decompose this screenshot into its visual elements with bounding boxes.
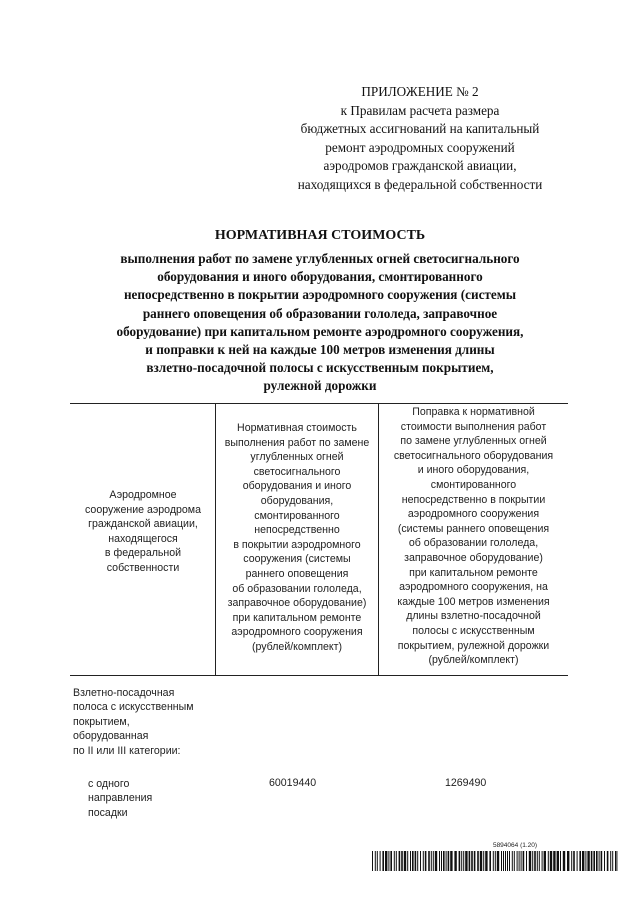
- header-line: (рублей/комплект): [428, 654, 519, 667]
- subtitle-line: рулежной дорожки: [263, 378, 377, 394]
- header-line: при капитальном ремонте: [409, 566, 538, 579]
- barcode: [372, 842, 618, 850]
- barcode-image: [372, 851, 618, 871]
- subtitle-line: раннего оповещения об образовании гололеда, заправочное: [142, 305, 498, 321]
- header-line: Нормативная стоимость: [237, 422, 357, 434]
- header-line: оборудования и иного: [242, 480, 352, 493]
- header-line: сооружения (системы: [243, 553, 351, 566]
- header-line: об образовании гололеда,: [408, 537, 539, 550]
- row-label-line: направления: [88, 792, 153, 805]
- header-line: гражданской авиации,: [88, 518, 198, 531]
- table-header-bottom-border: [70, 675, 568, 676]
- header-line: (рублей/комплект): [251, 640, 343, 653]
- subtitle-line: оборудования и иного оборудования, смонтированного: [157, 269, 483, 285]
- table-cell-correction: 1269490: [445, 777, 487, 789]
- subtitle-line: оборудование) при капитальном ремонте аэродромного сооружения,: [116, 323, 524, 339]
- table-row-label: [88, 777, 152, 820]
- appendix-line: аэродромов гражданской авиации,: [323, 158, 517, 174]
- header-line: при капитальном ремонте: [232, 611, 362, 624]
- subtitle-line: непосредственно в покрытии аэродромного сооружения (системы: [123, 287, 517, 303]
- header-line: смонтированного: [430, 478, 517, 491]
- header-line: оборудования,: [260, 494, 334, 507]
- header-line: в покрытии аэродромного: [233, 538, 361, 551]
- group-label-line: оборудованная: [73, 730, 149, 743]
- row-label-line: посадки: [88, 806, 128, 819]
- header-line: заправочное оборудование): [227, 597, 367, 610]
- header-line: длины взлетно-посадочной: [406, 610, 541, 623]
- header-line: аэродромного сооружения: [407, 508, 540, 521]
- document-title: НОРМАТИВНАЯ СТОИМОСТЬ: [214, 228, 426, 243]
- header-line: светосигнального: [253, 465, 341, 478]
- header-line: раннего оповещения: [245, 567, 349, 580]
- subtitle-line: и поправки к ней на каждые 100 метров изменения длины: [145, 342, 495, 358]
- header-line: находящегося: [108, 532, 178, 545]
- header-line: светосигнального оборудования: [393, 449, 554, 462]
- table-header-cost: [216, 421, 378, 655]
- row-label-line: с одного: [88, 778, 130, 790]
- header-line: полосы с искусственным: [412, 624, 535, 637]
- header-line: и иного оборудования,: [417, 464, 530, 477]
- header-line: в федеральной: [104, 547, 182, 560]
- subtitle-line: взлетно-посадочной полосы с искусственным покрытием,: [146, 360, 494, 376]
- appendix-line: находящихся в федеральной собственности: [297, 176, 543, 192]
- header-line: аэродромного сооружения: [231, 626, 363, 639]
- appendix-line: бюджетных ассигнований на капитальный: [300, 121, 540, 137]
- group-label-line: по II или III категории:: [73, 744, 181, 757]
- header-line: собственности: [106, 561, 180, 574]
- header-line: сооружение аэродрома: [85, 503, 201, 516]
- subtitle-line: выполнения работ по замене углубленных огней светосигнального: [120, 251, 520, 266]
- group-label-line: полоса с искусственным: [73, 701, 194, 714]
- header-line: Аэродромное: [109, 489, 177, 501]
- header-line: аэродромного сооружения, на: [399, 581, 548, 594]
- header-line: по замене углубленных огней: [400, 435, 547, 448]
- group-label-line: покрытием,: [73, 715, 130, 728]
- appendix-line: ПРИЛОЖЕНИЕ № 2: [361, 84, 479, 99]
- appendix-heading: [260, 83, 580, 195]
- header-line: покрытием, рулежной дорожки: [397, 639, 550, 652]
- header-line: смонтированного: [254, 509, 340, 522]
- barcode-number: 5894064 (1.20): [492, 842, 538, 849]
- table-top-border: [70, 403, 568, 404]
- header-line: каждые 100 метров изменения: [397, 595, 550, 608]
- header-line: об образовании гололеда,: [232, 582, 362, 595]
- header-line: Поправка к нормативной: [412, 406, 535, 418]
- header-line: заправочное оборудование): [404, 551, 543, 564]
- header-line: выполнения работ по замене: [224, 436, 370, 449]
- header-line: стоимости выполнения работ: [400, 420, 547, 433]
- header-line: непосредственно: [254, 524, 340, 537]
- document-subtitle: [70, 250, 570, 396]
- table-header-facility: [72, 488, 214, 576]
- header-line: (системы раннего оповещения: [397, 522, 550, 535]
- group-label-line: Взлетно-посадочная: [73, 687, 175, 699]
- header-line: непосредственно в покрытии: [401, 493, 546, 506]
- header-line: углубленных огней: [250, 451, 344, 464]
- appendix-line: к Правилам расчета размера: [340, 102, 500, 118]
- table-group-label: [73, 686, 194, 758]
- table-cell-cost: 60019440: [269, 777, 317, 789]
- appendix-line: ремонт аэродромных сооружений: [325, 139, 515, 155]
- table-header-correction: [379, 405, 568, 668]
